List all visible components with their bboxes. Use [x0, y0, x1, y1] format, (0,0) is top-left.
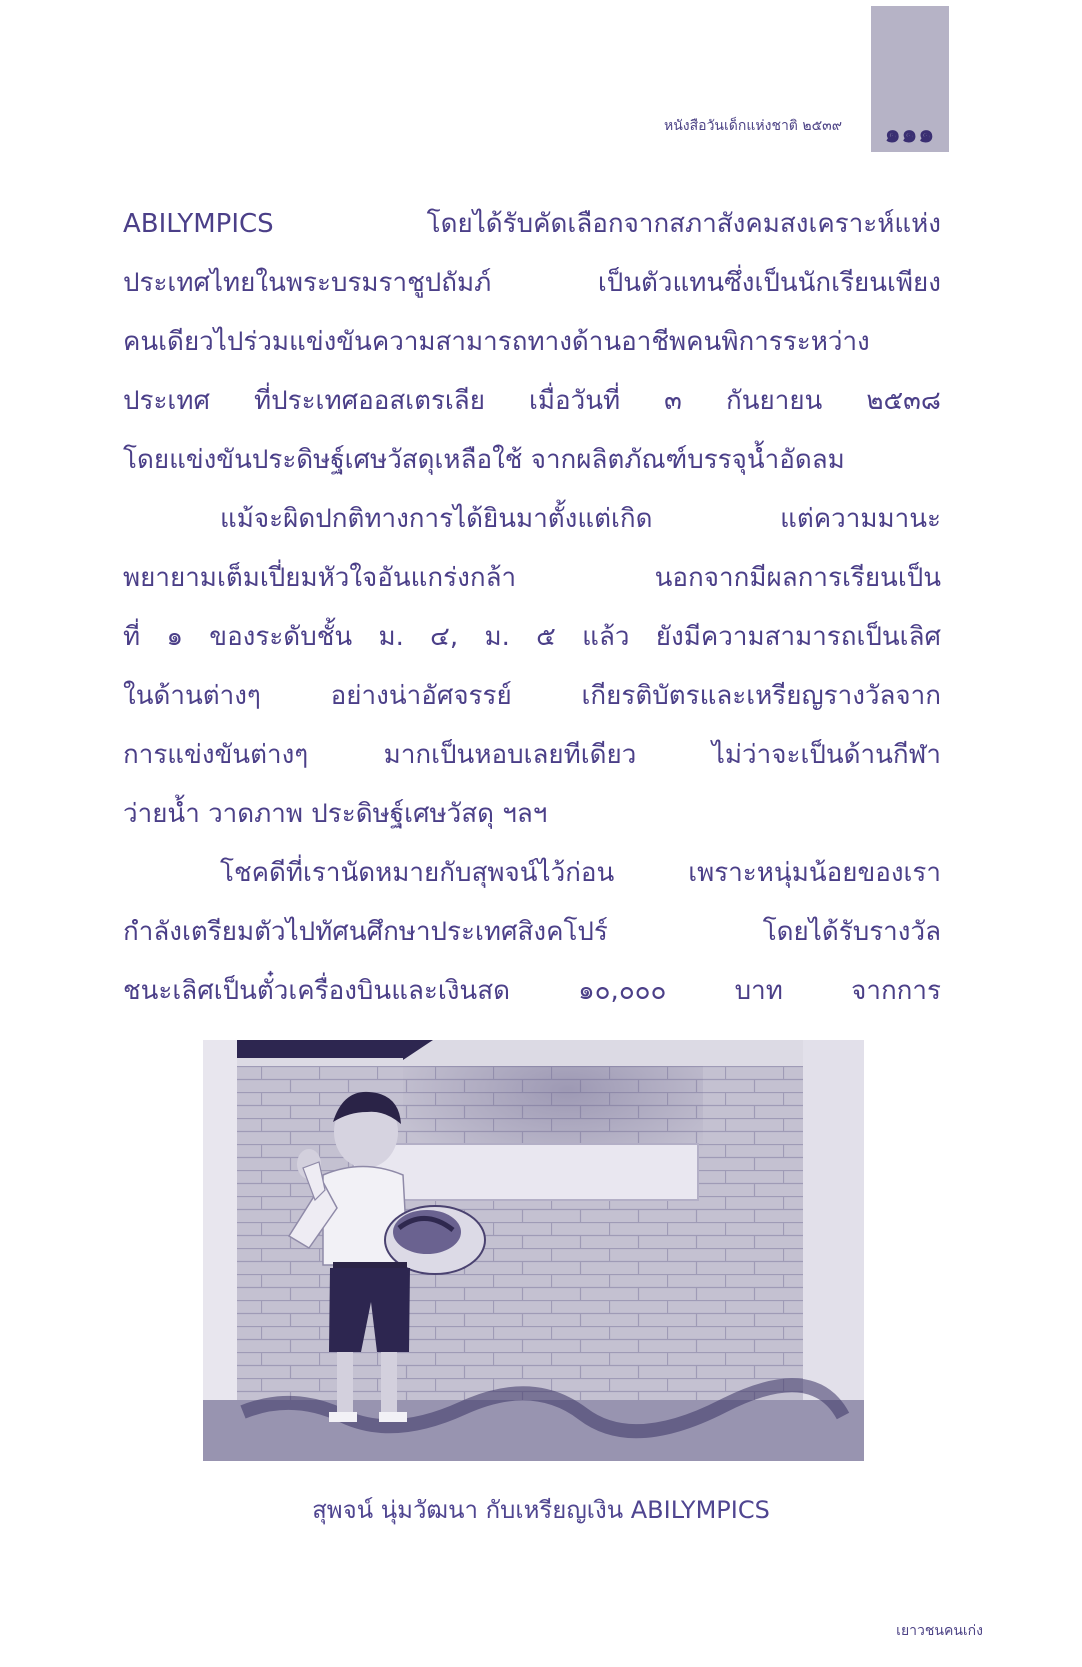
running-title: หนังสือวันเด็กแห่งชาติ ๒๕๓๙: [663, 118, 842, 134]
text-line: การแข่งขันต่างๆ มากเป็นหอบเลยทีเดียว ไม่ว่าจะเป็นด้านกีฬา: [123, 740, 941, 770]
text-line: โชคดีที่เรานัดหมายกับสุพจน์ไว้ก่อน เพราะหนุ่มน้อยของเรา: [220, 858, 941, 888]
photo-caption: สุพจน์ นุ่มวัฒนา กับเหรียญเงิน ABILYMPICS: [312, 1496, 770, 1524]
text-line: ชนะเลิศเป็นตั๋วเครื่องบินและเงินสด ๑๐,๐๐๐ บาท จากการ: [123, 976, 941, 1006]
text-line: ในด้านต่างๆ อย่างน่าอัศจรรย์ เกียรติบัตรและเหรียญรางวัลจาก: [123, 681, 941, 711]
text-line: ว่ายน้ำ วาดภาพ ประดิษฐ์เศษวัสดุ ฯลฯ: [123, 799, 548, 829]
text-line: โดยแข่งขันประดิษฐ์เศษวัสดุเหลือใช้ จากผลิตภัณฑ์บรรจุน้ำอัดลม: [123, 445, 845, 475]
text-line: ประเทศไทยในพระบรมราชูปถัมภ์ เป็นตัวแทนซึ่งเป็นนักเรียนเพียง: [123, 268, 941, 298]
text-line: กำลังเตรียมตัวไปทัศนศึกษาประเทศสิงคโปร์ โดยได้รับรางวัล: [123, 917, 941, 947]
body-text: [123, 195, 941, 1021]
page-number: ๑๑๑: [884, 119, 936, 148]
text-line: พยายามเต็มเปี่ยมหัวใจอันแกร่งกล้า นอกจากมีผลการเรียนเป็น: [123, 563, 941, 593]
text-line: แม้จะผิดปกติทางการได้ยินมาตั้งแต่เกิด แต่ความมานะ: [220, 504, 941, 534]
text-line: ประเทศ ที่ประเทศออสเตรเลีย เมื่อวันที่ ๓ กันยายน ๒๕๓๘: [123, 386, 941, 416]
text-line: คนเดียวไปร่วมแข่งขันความสามารถทางด้านอาชีพคนพิการระหว่าง: [123, 327, 870, 357]
photo: [203, 1040, 864, 1461]
photo-illustration: [203, 1040, 864, 1461]
page-tab: [871, 6, 949, 152]
text-line: ABILYMPICS โดยได้รับคัดเลือกจากสภาสังคมสงเคราะห์แห่ง: [123, 209, 941, 239]
footer-text: เยาวชนคนเก่ง: [896, 1623, 983, 1639]
text-line: ที่ ๑ ของระดับชั้น ม. ๔, ม. ๕ แล้ว ยังมีความสามารถเป็นเลิศ: [123, 622, 941, 652]
